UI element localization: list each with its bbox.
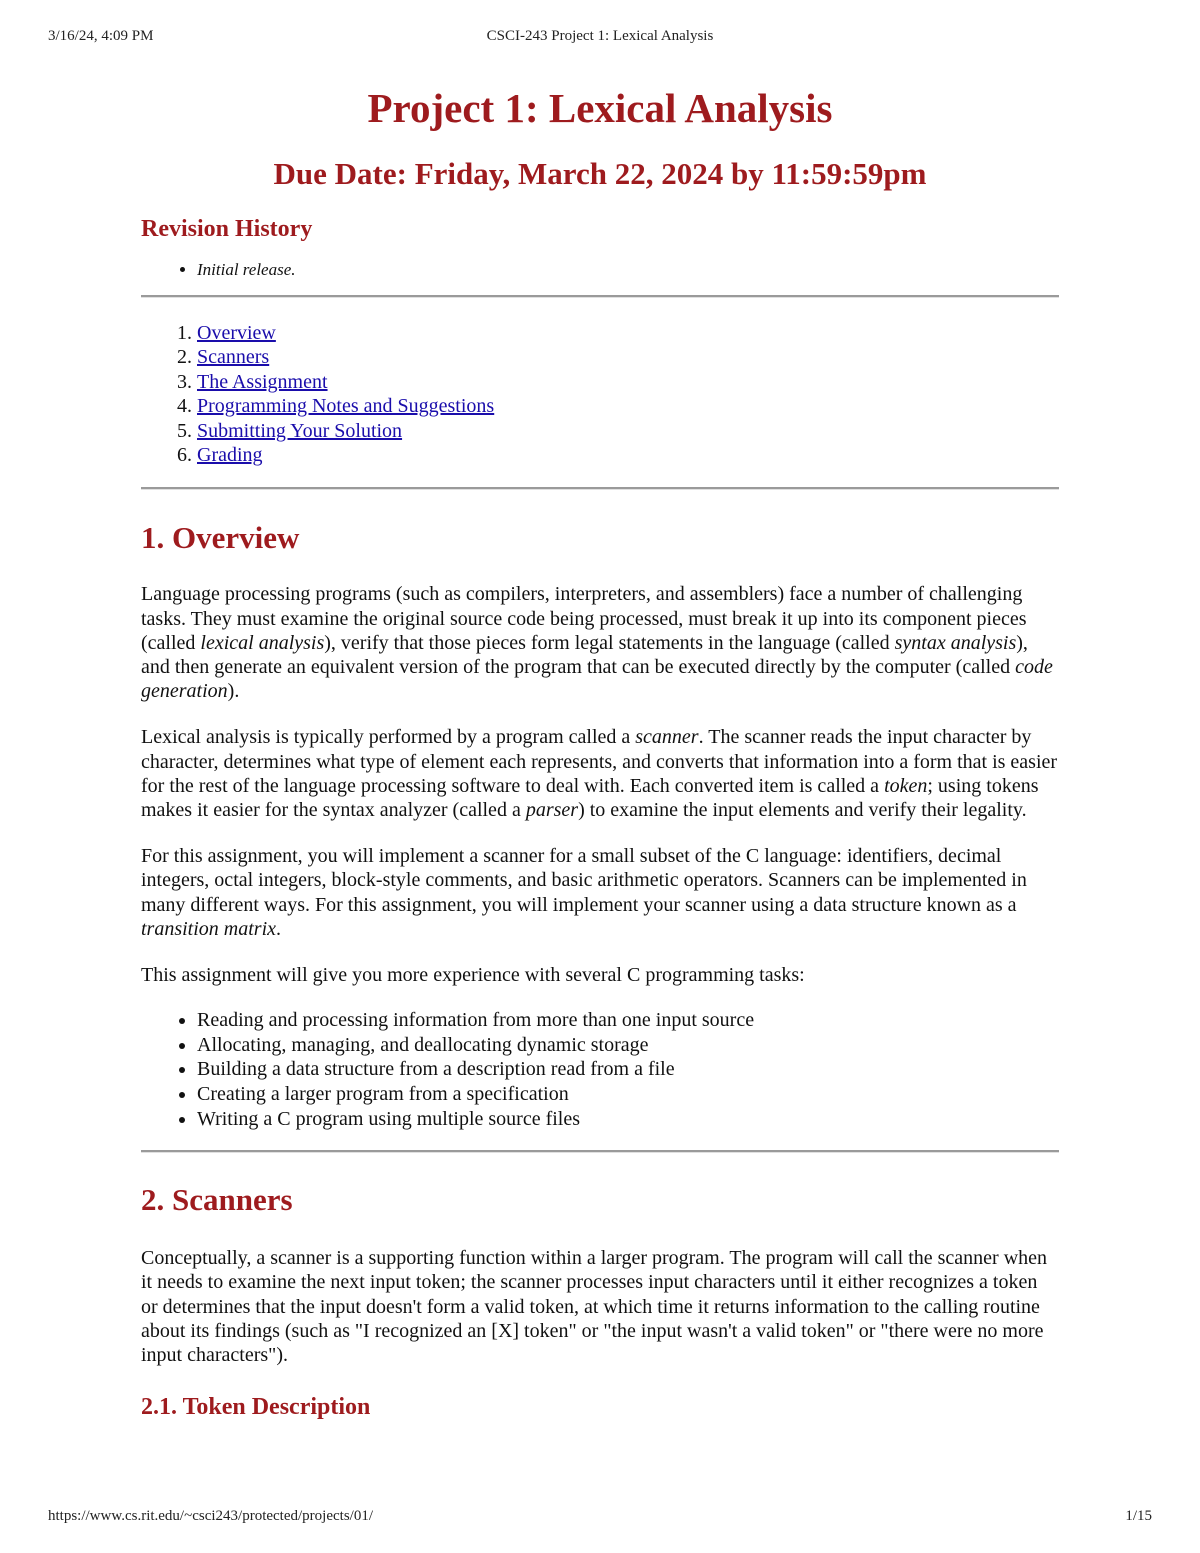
section-heading-scanners: 2. Scanners	[141, 1182, 293, 1218]
subsection-heading-token-description: 2.1. Token Description	[141, 1394, 371, 1421]
page-number: 1/15	[1125, 1508, 1152, 1524]
overview-paragraph-2: Lexical analysis is typically performed by a program called a scanner. The scanner reads the input character by character, determines what type of element each represents, and converts that information into a form that is easier for the rest of the language processing software to deal with. Each converted item is called a token; using tokens makes it easier for the syntax analyzer (called a parser) to examine the input elements and verify their legality.	[141, 726, 1058, 822]
list-item: • Creating a larger program from a specification	[197, 1082, 1059, 1107]
divider	[141, 295, 1059, 298]
toc-link-programming-notes[interactable]: Programming Notes and Suggestions	[197, 395, 495, 418]
print-date: 3/16/24, 4:09 PM	[48, 28, 154, 44]
toc-link-overview[interactable]: Overview	[197, 322, 276, 344]
print-header	[48, 28, 1152, 48]
section-heading-overview: 1. Overview	[141, 520, 300, 556]
list-item: • Writing a C program using multiple source files	[197, 1107, 1059, 1132]
print-url: https://www.cs.rit.edu/~csci243/protected/projects/01/	[48, 1508, 373, 1524]
print-page-title: CSCI-243 Project 1: Lexical Analysis	[486, 28, 714, 44]
document-content	[141, 78, 1059, 1424]
scanners-paragraph-1: Conceptually, a scanner is a supporting function within a larger program. The program will call the scanner when it needs to examine the next input token; the scanner processes input characters until it either recognizes a token or determines that the input doesn't form a valid token, at which time it returns information to the calling routine about its findings (such as "I recognized an [X] token" or "the input wasn't a valid token" or "there were no more input characters").	[141, 1247, 1048, 1367]
print-footer	[48, 1508, 1152, 1528]
list-item: • Allocating, managing, and deallocating dynamic storage	[197, 1033, 1059, 1058]
overview-paragraph-4: This assignment will give you more experience with several C programming tasks:	[141, 964, 805, 987]
divider	[141, 1150, 1059, 1153]
list-item: • Building a data structure from a description read from a file	[197, 1057, 1059, 1082]
toc-item	[197, 321, 1059, 345]
toc-item	[197, 370, 1059, 394]
list-item: • Reading and processing information from more than one input source	[197, 1008, 1059, 1033]
due-date: Due Date: Friday, March 22, 2024 by 11:59:59pm	[273, 156, 927, 191]
toc-link-assignment[interactable]: The Assignment	[197, 370, 328, 393]
toc-item	[197, 419, 1059, 443]
overview-paragraph-3: For this assignment, you will implement a scanner for a small subset of the C language: identifiers, decimal integers, octal integers, block-style comments, and basic arithmetic operators. Scanners can be implemented in many different ways. For this assignment, you will implement your scanner using a data structure known as a transition matrix.	[141, 845, 1027, 940]
revision-list	[141, 258, 1059, 282]
revision-item: • Initial release.	[197, 258, 1059, 282]
toc-link-submitting[interactable]: Submitting Your Solution	[197, 419, 403, 442]
toc-item	[197, 443, 1059, 467]
toc-item	[197, 394, 1059, 418]
divider	[141, 487, 1059, 490]
toc-item	[197, 345, 1059, 369]
skills-list	[141, 1008, 1059, 1131]
table-of-contents	[141, 321, 1059, 467]
revision-history-heading: Revision History	[141, 216, 313, 242]
toc-link-scanners[interactable]: Scanners	[197, 346, 270, 369]
page-title: Project 1: Lexical Analysis	[367, 85, 833, 131]
toc-link-grading[interactable]: Grading	[197, 444, 263, 467]
overview-paragraph-1: Language processing programs (such as compilers, interpreters, and assemblers) face a number of challenging tasks. They must examine the original source code being processed, must break it up into its component pieces (called lexical analysis), verify that those pieces form legal statements in the language (called syntax analysis), and then generate an equivalent version of the program that can be executed directly by the computer (called code generation).	[141, 583, 1053, 703]
